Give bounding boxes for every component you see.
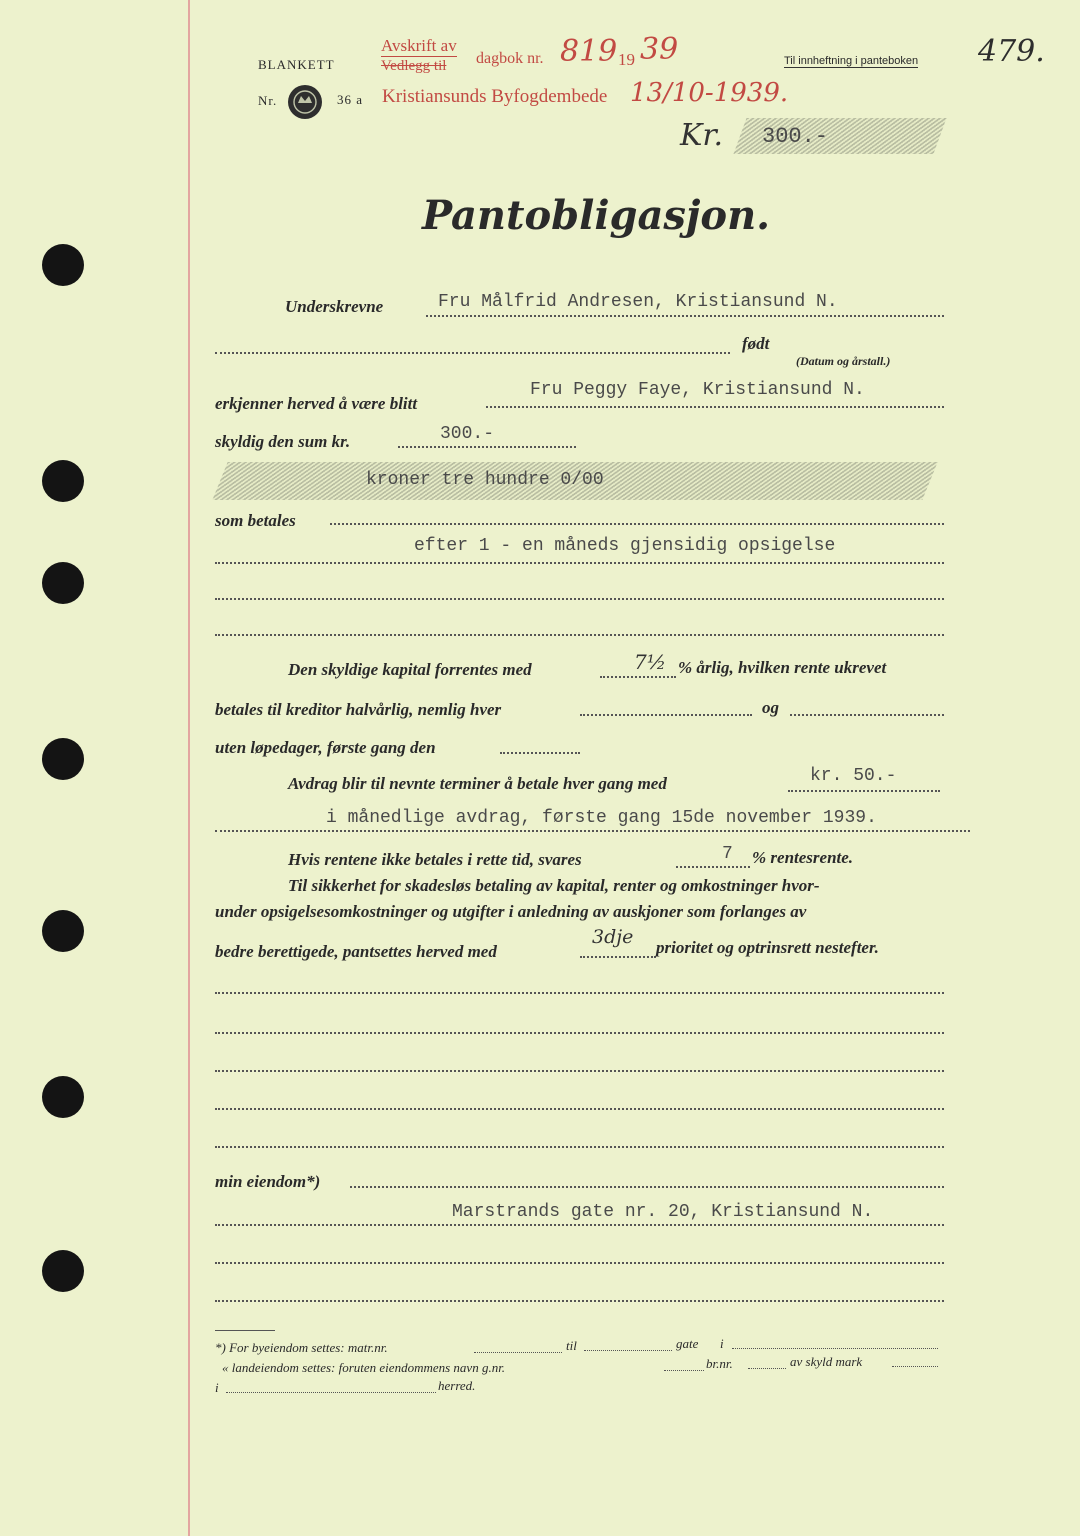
margin-rule [188,0,190,1536]
punch-hole [42,1250,84,1292]
date-written: 13/10-1939. [630,78,789,108]
dotted-line [215,1300,944,1302]
dotted-line [215,352,730,354]
document-title: Pantobligasjon. [422,192,771,239]
betales-til-label: betales til kreditor halvårlig, nemlig hver [215,700,502,719]
header-amount: 300.- [762,124,829,149]
dotted-line [788,790,940,792]
dotted-line [215,1146,944,1148]
punch-hole [42,1076,84,1118]
year-written: 39 [640,32,679,67]
avskrift-label: Avskrift av [381,36,457,55]
rente-text-b: % årlig, hvilken rente ukrevet [678,658,887,677]
dotted-line [600,676,676,678]
seal-stamp [285,82,325,122]
betales-label: som betales [215,511,296,530]
footnote-a: *) For byeiendom settes: matr.nr. [215,1340,388,1355]
form-number: 36 a [337,92,364,107]
dotted-line [664,1370,704,1371]
dotted-line [398,446,576,448]
avdrag-label: Avdrag blir til nevnte terminer å betale hver gang med [288,774,667,793]
dotted-line [790,714,944,716]
footnote-d: i [720,1336,724,1351]
dotted-line [580,714,752,716]
punch-hole [42,738,84,780]
sikkerhet-line1: Til sikkerhet for skadesløs betaling av kapital, renter og omkostninger hvor- [288,876,820,895]
rente-text-a: Den skyldige kapital forrentes med [288,660,532,679]
hvis-value: 7 [722,844,733,864]
dotted-line [892,1366,938,1367]
footnote-f: br.nr. [706,1356,733,1371]
skyldig-value: 300.- [440,424,495,444]
innhefting-label: Til innheftning i panteboken [784,55,919,67]
punch-hole [42,460,84,502]
bedre-text-b: prioritet og optrinsrett nestefter. [656,938,879,957]
avdrag-value: kr. 50.- [810,766,897,786]
dotted-line [215,634,944,636]
dotted-line [500,752,580,754]
dotted-line [486,406,944,408]
amount-words: kroner tre hundre 0/00 [366,470,604,490]
dotted-line [215,562,944,564]
footnote-rule [215,1330,275,1331]
dotted-line [350,1186,944,1188]
dotted-line [580,956,656,958]
dotted-line [474,1352,562,1353]
punch-hole [42,910,84,952]
dotted-line [215,598,944,600]
dotted-line [215,992,944,994]
footnote-c: gate [676,1336,699,1351]
skyldig-label: skyldig den sum kr. [215,432,351,451]
fodt-label: født [742,334,770,353]
avdrag-line: i månedlige avdrag, første gang 15de november 1939. [326,808,877,828]
year-printed: 19 [618,50,635,69]
page-number: 479. [978,34,1045,69]
hvis-text-a: Hvis rentene ikke betales i rette tid, svares [288,850,582,869]
underskrevne-label: Underskrevne [285,297,384,316]
dotted-line [676,866,750,868]
punch-hole [42,562,84,604]
dotted-line [215,1070,944,1072]
eiendom-value: Marstrands gate nr. 20, Kristiansund N. [452,1202,874,1222]
footnote-b: til [566,1338,577,1353]
hvis-text-b: % rentesrente. [752,848,854,867]
footnote-e: « landeiendom settes: foruten eiendommens navn g.nr. [222,1360,506,1375]
datum-label: (Datum og årstall.) [796,354,891,368]
dotted-line [215,830,970,832]
dagbok-label: dagbok nr. [476,50,544,67]
punch-hole [42,244,84,286]
dotted-line [226,1392,436,1393]
dotted-line [215,1032,944,1034]
dotted-line [748,1368,786,1369]
dotted-line [215,1224,944,1226]
dotted-line [215,1108,944,1110]
eiendom-label: min eiendom*) [215,1172,321,1191]
vedlegg-label: Vedlegg til [381,58,447,74]
sikkerhet-line2: under opsigelsesomkostninger og utgifter i anledning av auskjoner som forlanges av [215,902,807,921]
dotted-line [732,1348,938,1349]
prioritet-value: 3dje [592,926,634,948]
lopedager-label: uten løpedager, første gang den [215,738,436,757]
dotted-line [215,1262,944,1264]
kr-label: Kr. [680,118,723,153]
betales-value: efter 1 - en måneds gjensidig opsigelse [414,536,836,556]
erkjenner-label: erkjenner herved å være blitt [215,394,418,413]
dotted-line [584,1350,672,1351]
footnote-g: av skyld mark [790,1354,863,1369]
rente-value: 7½ [634,650,667,674]
underskrevne-value: Fru Målfrid Andresen, Kristiansund N. [438,292,838,312]
footnote-i: herred. [438,1378,476,1393]
creditor-value: Fru Peggy Faye, Kristiansund N. [530,380,865,400]
dotted-line [426,315,944,317]
nr-label: Nr. [258,93,278,108]
blankett-label: BLANKETT [258,57,335,72]
og-label: og [762,698,779,717]
court-name: Kristiansunds Byfogdembede [382,86,608,107]
bedre-text-a: bedre berettigede, pantsettes herved med [215,942,497,961]
dagbok-number: 819 [560,34,618,69]
dotted-line [330,523,944,525]
footnote-h: i [215,1380,219,1395]
